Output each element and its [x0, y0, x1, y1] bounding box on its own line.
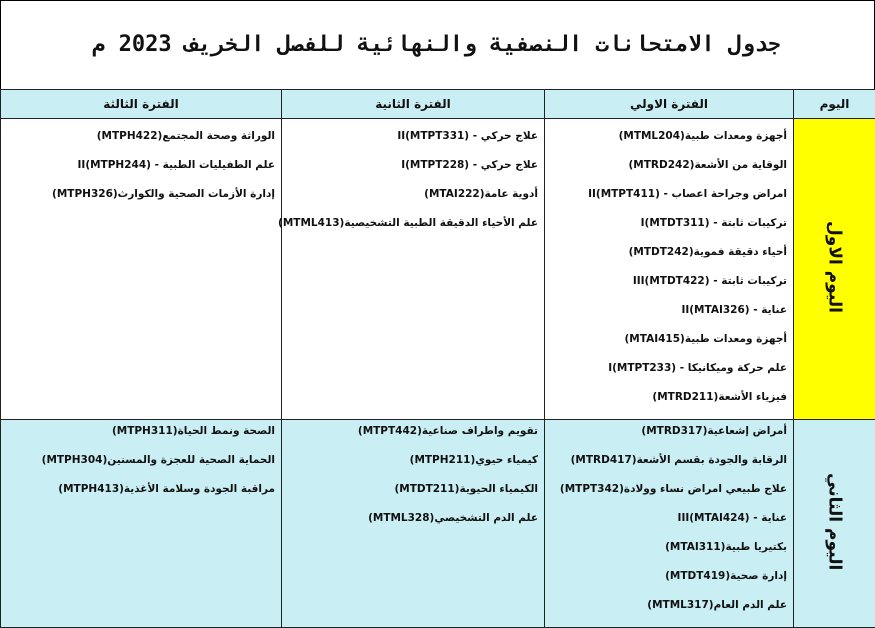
day2-period1-cell: [545, 420, 794, 628]
course-entry: امراض وجراحة اعصاب - II(MTPT411): [545, 187, 787, 216]
course-entry: علم الدم العام(MTML317): [545, 598, 787, 627]
course-entry: عناية - III(MTAI424): [545, 511, 787, 540]
header-period-1: الفترة الاولي: [545, 90, 794, 119]
header-period-2: الفترة الثانية: [282, 90, 545, 119]
course-entry: علاج طبيعي امراض نساء وولادة(MTPT342): [545, 482, 787, 511]
day-label: اليوم الاول: [825, 221, 845, 313]
course-entry: أجهزة ومعدات طبية(MTML204): [545, 129, 787, 158]
course-entry: الوراثة وصحة المجتمع(MTPH422): [1, 129, 275, 158]
course-entry: علم الطفيليات الطبية - II(MTPH244): [1, 158, 275, 187]
course-entry: أحياء دقيقة فموية(MTDT242): [545, 245, 787, 274]
day-cell-second: [794, 420, 875, 628]
course-entry: علاج حركي - I(MTPT228): [282, 158, 538, 187]
course-entry: أجهزة ومعدات طبية(MTAI415): [545, 332, 787, 361]
course-entry: كيمياء حيوي(MTPH211): [282, 453, 538, 482]
course-entry: إدارة الأزمات الصحية والكوارث(MTPH326): [1, 187, 275, 216]
page-title: جدول الامتحانات النصفية والنهائية للفصل الخريف 2023 م: [0, 0, 873, 89]
course-entry: الكيمياء الحيوية(MTDT211): [282, 482, 538, 511]
day1-period1-cell: [545, 119, 794, 420]
course-entry: تقويم واطراف صناعية(MTPT442): [282, 424, 538, 453]
course-entry: بكتيريا طبية(MTAI311): [545, 540, 787, 569]
day-label: اليوم الثاني: [825, 473, 845, 570]
course-entry: الحماية الصحية للعجزة والمسنين(MTPH304): [1, 453, 275, 482]
exam-schedule-table: [0, 89, 875, 628]
course-entry: تركيبات ثابتة - I(MTDT311): [545, 216, 787, 245]
table-row: [1, 420, 875, 628]
day2-period3-cell: [1, 420, 282, 628]
course-entry: الصحة ونمط الحياة(MTPH311): [1, 424, 275, 453]
course-entry: أدوية عامة(MTAI222): [282, 187, 538, 216]
course-entry: تركيبات ثابتة - III(MTDT422): [545, 274, 787, 303]
course-entry: مراقبة الجودة وسلامة الأغذية(MTPH413): [1, 482, 275, 511]
course-entry: الرقابة والجودة بقسم الأشعة(MTRD417): [545, 453, 787, 482]
header-period-3: الفترة الثالثة: [1, 90, 282, 119]
course-entry: عناية - II(MTAI326): [545, 303, 787, 332]
course-entry: إدارة صحية(MTDT419): [545, 569, 787, 598]
table-row: [1, 119, 875, 420]
day2-period2-cell: [282, 420, 545, 628]
day1-period3-cell: [1, 119, 282, 420]
day-cell-first: [794, 119, 875, 420]
course-entry: علم الأحياء الدقيقة الطبية التشخيصية(MTML413): [282, 216, 538, 245]
header-day: اليوم: [794, 90, 875, 119]
course-entry: علم الدم التشخيصي(MTML328): [282, 511, 538, 540]
course-entry: أمراض إشعاعية(MTRD317): [545, 424, 787, 453]
header-row: [1, 90, 875, 119]
course-entry: الوقاية من الأشعة(MTRD242): [545, 158, 787, 187]
course-entry: علاج حركي - II(MTPT331): [282, 129, 538, 158]
course-entry: فيزياء الأشعة(MTRD211): [545, 390, 787, 419]
course-entry: علم حركة وميكانيكا - I(MTPT233): [545, 361, 787, 390]
day1-period2-cell: [282, 119, 545, 420]
